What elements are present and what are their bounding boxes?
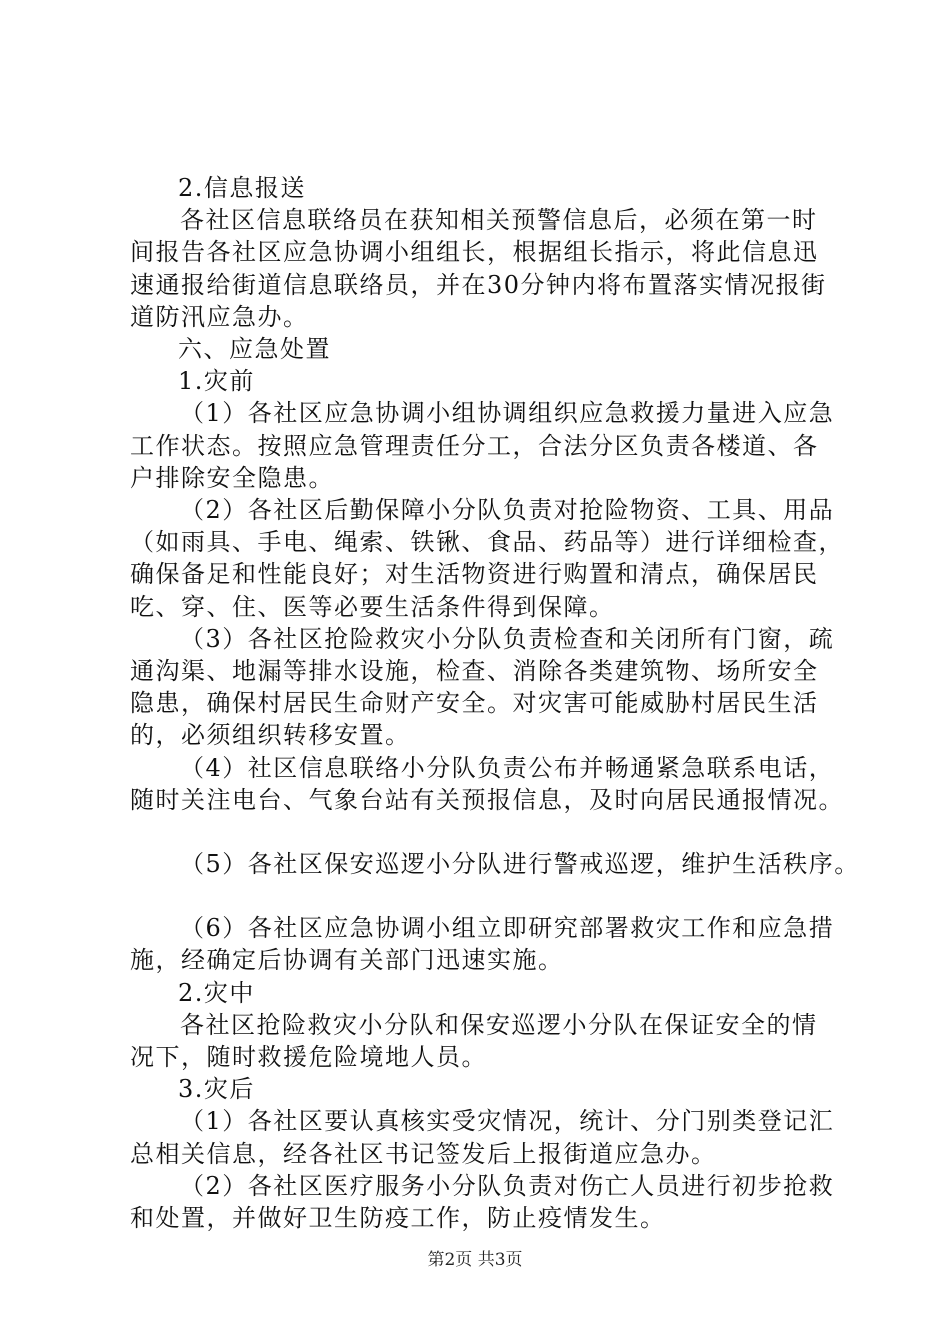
section-heading-emergency: 六、应急处置 bbox=[178, 335, 331, 364]
paragraph-line: 隐患，确保村居民生命财产安全。对灾害可能威胁村居民生活 bbox=[130, 689, 819, 718]
paragraph-line: 道防汛应急办。 bbox=[130, 302, 309, 331]
document-body bbox=[130, 172, 860, 1234]
page-number-footer: 第2页 共3页 bbox=[427, 1250, 523, 1270]
heading-during-disaster: 2.灾中 bbox=[178, 978, 255, 1007]
paragraph-line: 间报告各社区应急协调小组组长，根据组长指示，将此信息迅 bbox=[130, 238, 819, 267]
paragraph-line: 户排除安全隐患。 bbox=[130, 463, 334, 492]
paragraph-line: 吃、穿、住、医等必要生活条件得到保障。 bbox=[130, 592, 615, 621]
paragraph-line: 随时关注电台、气象台站有关预报信息，及时向居民通报情况。 bbox=[130, 785, 844, 814]
paragraph-line: 和处置，并做好卫生防疫工作，防止疫情发生。 bbox=[130, 1204, 666, 1233]
blank-line bbox=[130, 816, 830, 848]
paragraph-line: （2）各社区医疗服务小分队负责对伤亡人员进行初步抢救 bbox=[180, 1171, 835, 1200]
paragraph-line: 工作状态。按照应急管理责任分工，合法分区负责各楼道、各 bbox=[130, 431, 819, 460]
paragraph-line: 况下，随时救援危险境地人员。 bbox=[130, 1043, 487, 1072]
heading-after-disaster: 3.灾后 bbox=[178, 1075, 255, 1104]
paragraph-line: （1）各社区应急协调小组协调组织应急救援力量进入应急 bbox=[180, 399, 835, 428]
paragraph-line: （5）各社区保安巡逻小分队进行警戒巡逻，维护生活秩序。 bbox=[180, 850, 860, 879]
paragraph-line: 总相关信息，经各社区书记签发后上报街道应急办。 bbox=[130, 1139, 717, 1168]
paragraph-line: 的，必须组织转移安置。 bbox=[130, 721, 411, 750]
heading-before-disaster: 1.灾前 bbox=[178, 367, 255, 396]
blank-line bbox=[130, 880, 830, 912]
paragraph-line: （2）各社区后勤保障小分队负责对抢险物资、工具、用品 bbox=[180, 496, 835, 525]
paragraph-line: 确保备足和性能良好；对生活物资进行购置和清点，确保居民 bbox=[130, 560, 819, 589]
paragraph-line: （3）各社区抢险救灾小分队负责检查和关闭所有门窗，疏 bbox=[180, 624, 835, 653]
paragraph-line: （4）社区信息联络小分队负责公布并畅通紧急联系电话， bbox=[180, 753, 835, 782]
paragraph-line: 速通报给街道信息联络员，并在30分钟内将布置落实情况报街 bbox=[130, 270, 827, 299]
heading-info-report: 2.信息报送 bbox=[178, 174, 306, 202]
paragraph-line: （1）各社区要认真核实受灾情况，统计、分门别类登记汇 bbox=[180, 1107, 835, 1136]
paragraph-line: 通沟渠、地漏等排水设施，检查、消除各类建筑物、场所安全 bbox=[130, 657, 819, 686]
paragraph-line: 施，经确定后协调有关部门迅速实施。 bbox=[130, 946, 564, 975]
paragraph-line: （如雨具、手电、绳索、铁锹、食品、药品等）进行详细检查， bbox=[130, 528, 844, 557]
paragraph-line: 各社区信息联络员在获知相关预警信息后，必须在第一时 bbox=[180, 206, 818, 235]
paragraph-line: （6）各社区应急协调小组立即研究部署救灾工作和应急措 bbox=[180, 914, 835, 943]
paragraph-line: 各社区抢险救灾小分队和保安巡逻小分队在保证安全的情 bbox=[180, 1010, 818, 1039]
